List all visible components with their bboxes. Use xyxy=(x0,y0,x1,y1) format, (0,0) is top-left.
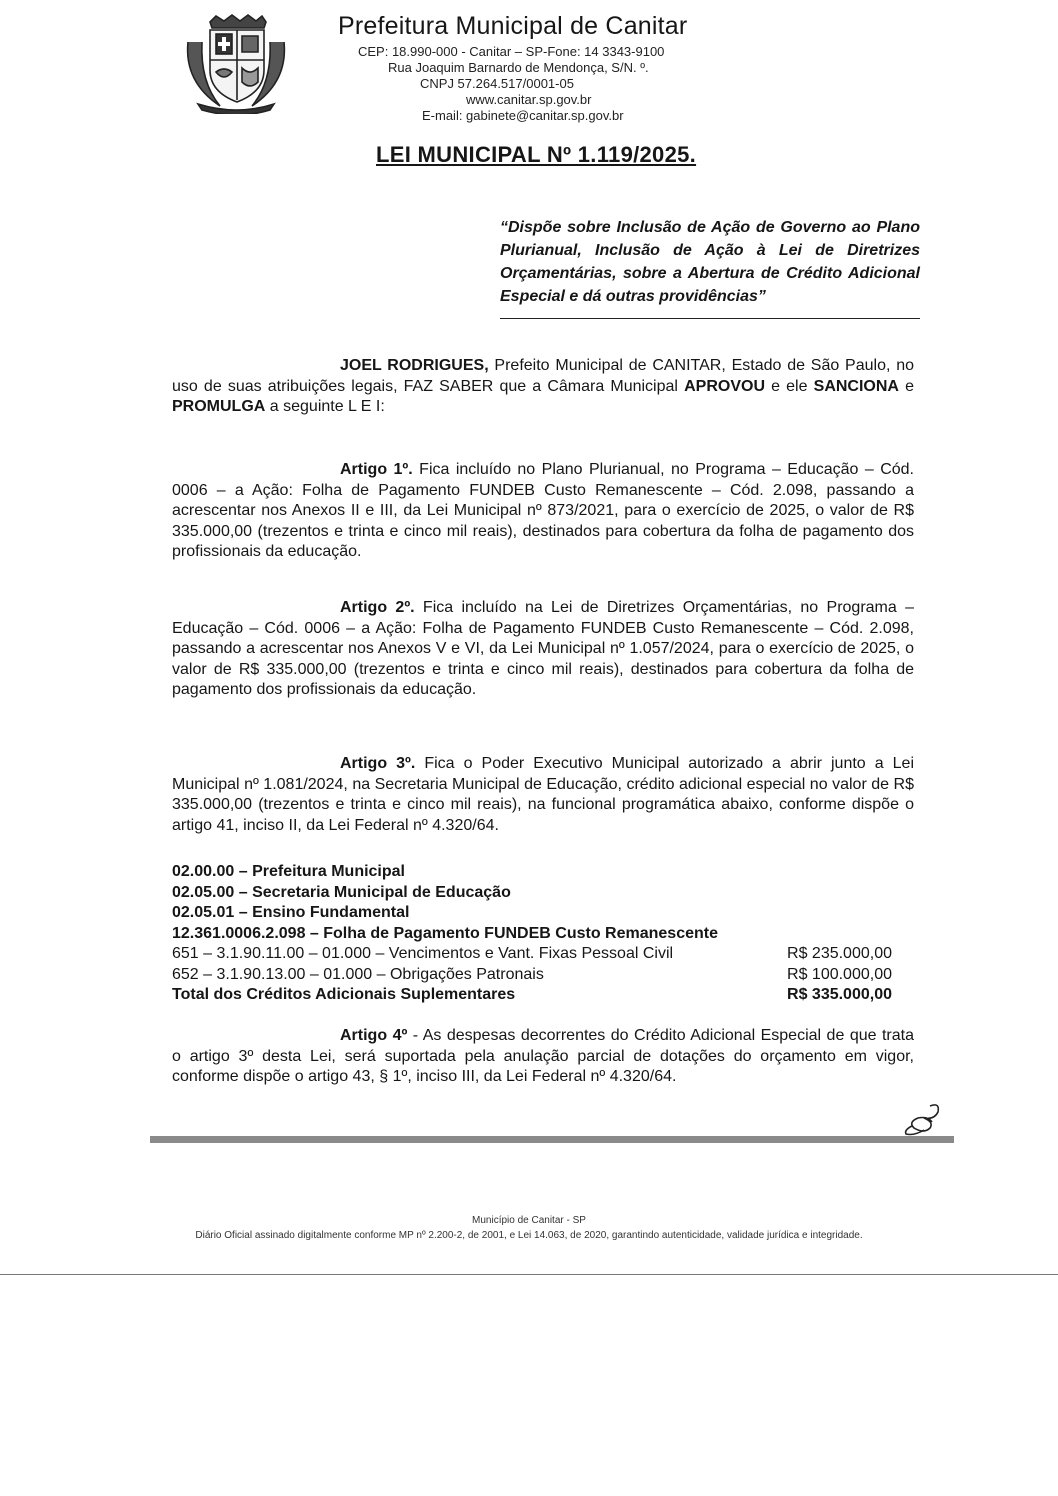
signature-initials-icon xyxy=(900,1100,948,1138)
article-label: Artigo 1º. xyxy=(340,461,413,478)
contact-website: www.canitar.sp.gov.br xyxy=(466,92,592,107)
budget-unit-name: – Ensino Fundamental xyxy=(234,904,410,921)
budget-unit-row xyxy=(172,903,892,924)
budget-item-value: R$ 235.000,00 xyxy=(787,945,892,962)
article-text: Fica incluído no Plano Plurianual, no Programa – Educação – Cód. 0006 – a Ação: Folha de Pagamento FUNDEB Custo Remanescente – Cód. 2.098, passando a acrescentar nos Anexos II e III, da Lei Municipal nº 873/2021, para o exercício de 2025, o valor de R$ 335.000,00 (trezentos e trinta e cinco mil reais), destinados para cobertura da folha de pagamento dos profissionais da educação. xyxy=(172,461,915,560)
article-label: Artigo 4º xyxy=(340,1027,408,1044)
preamble-aprovou: APROVOU xyxy=(684,377,765,395)
article-2 xyxy=(172,598,914,701)
budget-unit-row xyxy=(172,862,892,883)
contact-cnpj: CNPJ 57.264.517/0001-05 xyxy=(420,76,574,91)
article-text: Fica incluído na Lei de Diretrizes Orçamentárias, no Programa – Educação – Cód. 0006 – a Ação: Folha de Pagamento FUNDEB Custo Remanescente – Cód. 2.098, passando a acrescentar nos Anexos V e VI, da Lei Municipal nº 1.057/2024, para o exercício de 2025, o valor de R$ 335.000,00 (trezentos e trinta e cinco mil reais), destinados para cobertura da folha de pagamento dos profissionais da educação. xyxy=(172,599,914,698)
law-title: LEI MUNICIPAL Nº 1.119/2025. xyxy=(376,142,697,167)
preamble-text: a seguinte L E I: xyxy=(265,398,385,415)
preamble-text: e xyxy=(898,377,915,395)
budget-code: 02.05.00 xyxy=(172,883,235,901)
article-text: - As despesas decorrentes do Crédito Adicional Especial de que trata o artigo 3º desta Lei, será suportada pela anulação parcial de dotações do orçamento em vigor, conforme dispõe o artigo 43, § 1º, inciso III, da Lei Federal nº 4.320/64. xyxy=(172,1027,915,1085)
budget-allocation xyxy=(172,862,892,1006)
article-4 xyxy=(172,1026,914,1088)
footer-digital-signature-note: Diário Oficial assinado digitalmente conforme MP nº 2.200-2, de 2001, e Lei 14.063, de 2020, garantindo autenticidade, validade jurídica e integridade. xyxy=(195,1230,863,1241)
organization-name: Prefeitura Municipal de Canitar xyxy=(338,12,688,40)
article-label: Artigo 2º. xyxy=(340,599,415,616)
contact-address-cep: CEP: 18.990-000 - Canitar – SP-Fone: 14 3343-9100 xyxy=(358,44,665,59)
budget-unit-row xyxy=(172,924,892,945)
article-3 xyxy=(172,754,914,836)
budget-item-description: 651 – 3.1.90.11.00 – 01.000 – Vencimentos e Vant. Fixas Pessoal Civil xyxy=(172,945,674,962)
preamble xyxy=(172,356,914,418)
preamble-sanciona: SANCIONA xyxy=(813,377,899,395)
preamble-text: e ele xyxy=(765,377,814,395)
budget-code: 12.361.0006.2.098 xyxy=(172,924,306,942)
budget-code: 02.05.01 xyxy=(172,904,235,921)
budget-total-row xyxy=(172,985,892,1006)
budget-total-label: Total dos Créditos Adicionais Suplementares xyxy=(172,986,516,1003)
preamble-promulga: PROMULGA xyxy=(172,398,266,415)
coat-of-arms-icon xyxy=(180,12,292,114)
article-1 xyxy=(172,460,914,563)
mayor-name: JOEL RODRIGUES, xyxy=(340,357,489,374)
budget-item-value: R$ 100.000,00 xyxy=(787,965,892,983)
budget-unit-name: – Prefeitura Municipal xyxy=(234,863,405,880)
footer-municipality: Município de Canitar - SP xyxy=(472,1215,586,1226)
contact-email: E-mail: gabinete@canitar.sp.gov.br xyxy=(422,108,624,123)
budget-item-row xyxy=(172,965,892,986)
budget-unit-name: – Folha de Pagamento FUNDEB Custo Remanescente xyxy=(305,924,718,942)
article-label: Artigo 3º. xyxy=(340,755,416,772)
scan-edge-bar xyxy=(150,1136,954,1143)
summary-underline xyxy=(500,318,920,319)
preamble-text: Prefeito Municipal de CANITAR, Estado de São Paulo, no uso de suas atribuições legais, FAZ SABER que a Câmara Municipal xyxy=(172,357,914,395)
article-text: Fica o Poder Executivo Municipal autorizado a abrir junto a Lei Municipal nº 1.081/2024, na Secretaria Municipal de Educação, crédito adicional especial no valor de R$ 335.000,00 (trezentos e trinta e cinco mil reais), na funcional programática abaixo, conforme dispõe o artigo 41, inciso II, da Lei Federal nº 4.320/64. xyxy=(172,755,915,834)
budget-item-description: 652 – 3.1.90.13.00 – 01.000 – Obrigações Patronais xyxy=(172,965,544,983)
budget-total-value: R$ 335.000,00 xyxy=(787,986,892,1003)
contact-street: Rua Joaquim Barnardo de Mendonça, S/N. º. xyxy=(388,60,649,75)
footer-divider xyxy=(0,1274,1058,1275)
budget-item-row xyxy=(172,944,892,965)
law-summary: “Dispõe sobre Inclusão de Ação de Governo ao Plano Plurianual, Inclusão de Ação à Lei de Diretrizes Orçamentárias, sobre a Abertura de Crédito Adicional Especial e dá outras providências” xyxy=(500,219,920,305)
budget-unit-row xyxy=(172,883,892,904)
budget-unit-name: – Secretaria Municipal de Educação xyxy=(234,883,511,901)
budget-code: 02.00.00 xyxy=(172,863,235,880)
